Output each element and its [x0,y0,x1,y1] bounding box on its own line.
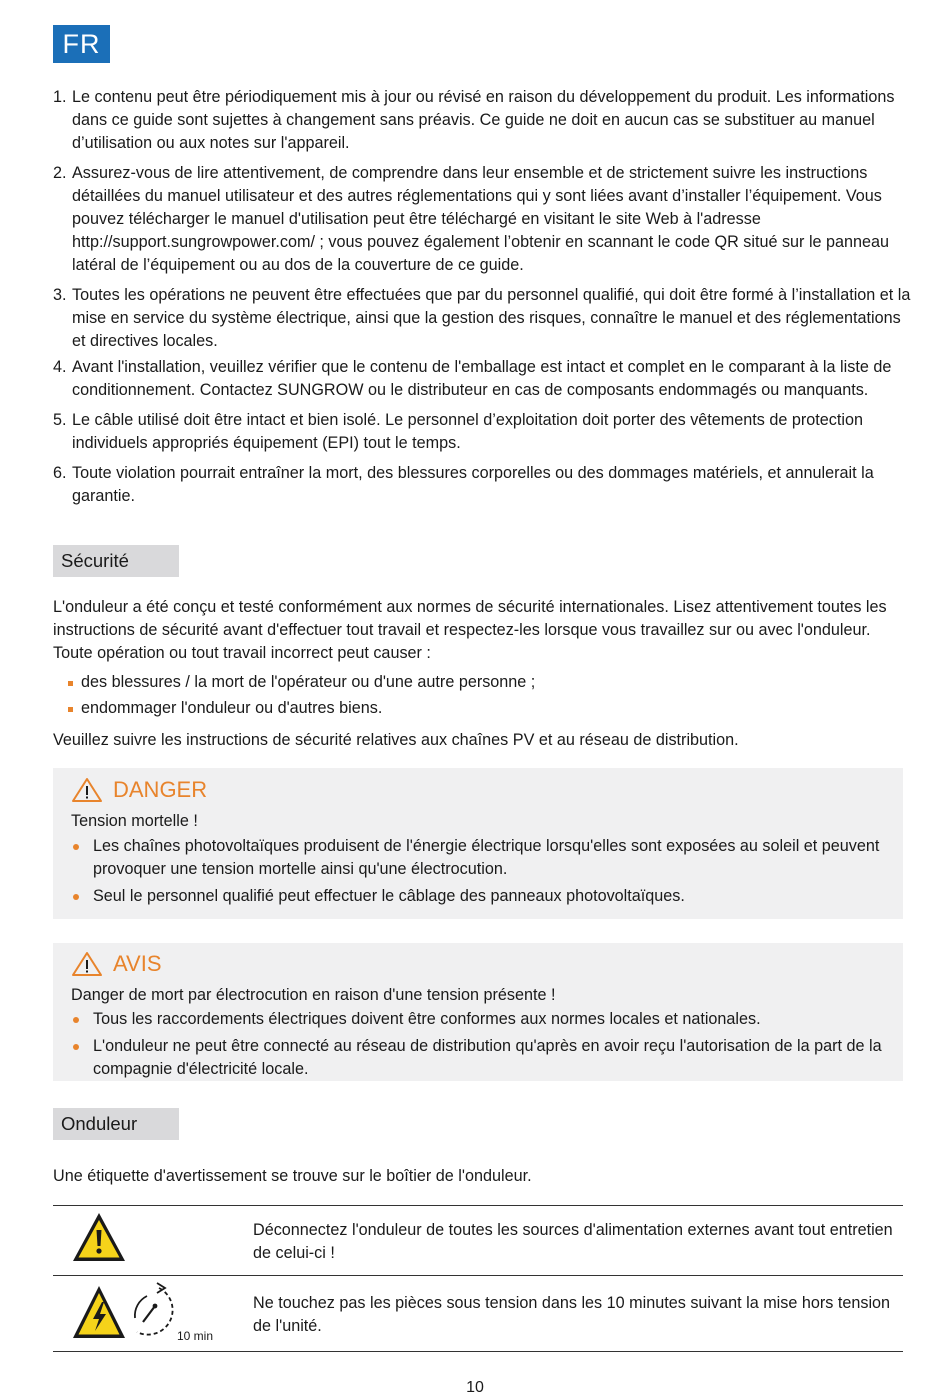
intro-item [53,356,913,402]
table-row [53,1276,903,1352]
intro-item [53,162,913,277]
notice-box [53,943,903,1081]
warning-triangle-icon [71,777,103,803]
timer-label: 10 min [177,1329,214,1343]
list-item [53,697,913,720]
item-text: Toute violation pourrait entraîner la mort, des blessures corporelles ou des dommages matériels, et annulerait la garantie. [72,464,874,505]
bullet-text: Tous les raccordements électriques doivent être conformes aux normes locales et nationales. [93,1010,761,1028]
bullet-text: Seul le personnel qualifié peut effectuer le câblage des panneaux photovoltaïques. [93,887,685,905]
item-text: Le câble utilisé doit être intact et bien isolé. Le personnel d’exploitation doit porter des vêtements de protection individuels appropriés équipement (EPI) tout le temps. [72,411,863,452]
list-item [71,1008,891,1031]
item-number: 3. [53,286,67,304]
item-number: 5. [53,411,67,429]
bullet-text: endommager l'onduleur ou d'autres biens. [81,699,383,717]
notice-title-text: AVIS [113,951,162,976]
section-header-inverter: Onduleur [53,1108,179,1140]
general-warning-icon [71,1211,127,1263]
bullet-dot-icon [73,1017,79,1023]
bullet-text: Les chaînes photovoltaïques produisent de l'énergie électrique lorsqu'elles sont exposées au soleil et peuvent provoquer une tension mortelle ainsi qu'une électrocution. [93,837,880,878]
bullet-dot-icon [73,844,79,850]
safety-intro: L'onduleur a été conçu et testé conformément aux normes de sécurité internationales. Lisez attentivement toutes les instructions de sécurité avant d'effectuer tout travail et respectez-les lorsque vous travaillez sur ou avec l'onduleur. Toute opération ou tout travail incorrect peut causer : [53,598,887,662]
item-number: 6. [53,464,67,482]
row-text: Ne touchez pas les pièces sous tension dans les 10 minutes suivant la mise hors tension de l'unité. [253,1294,891,1335]
notice-list [71,1008,891,1085]
danger-list [71,835,891,912]
safety-follow: Veuillez suivre les instructions de sécurité relatives aux chaînes PV et au réseau de distribution. [53,731,739,749]
bullet-text: L'onduleur ne peut être connecté au réseau de distribution qu'après en avoir reçu l'autorisation de la part de la compagnie d'électricité locale. [93,1037,882,1078]
list-item [71,885,891,908]
item-text: Toutes les opérations ne peuvent être effectuées que par du personnel qualifié, qui doit être formé à l’installation et la mise en service du système électrique, ainsi que la gestion des risques, connaître le manuel et des réglementations et directives locales. [72,286,911,350]
warning-triangle-icon [71,951,103,977]
section-header-safety: Sécurité [53,545,179,577]
intro-item [53,409,913,455]
inverter-intro: Une étiquette d'avertissement se trouve sur le boîtier de l'onduleur. [53,1167,532,1185]
intro-item [53,462,913,508]
item-text: Avant l'installation, veuillez vérifier que le contenu de l'emballage est intact et complet en le comparant à la liste de conditionnement. Contactez SUNGROW ou le distributeur en cas de composants endommagés ou manquants. [72,358,892,399]
warning-label-table [53,1205,903,1352]
intro-item [53,86,913,155]
list-item [53,671,913,694]
high-voltage-wait-icon [71,1282,221,1346]
notice-subtitle: Danger de mort par électrocution en raison d'une tension présente ! [71,986,556,1004]
safety-bullets [53,671,913,723]
intro-list [53,86,913,515]
danger-box [53,768,903,919]
item-number: 1. [53,88,67,106]
bullet-dot-icon [73,1044,79,1050]
bullet-square-icon [68,681,73,686]
danger-subtitle: Tension mortelle ! [71,812,198,830]
danger-title [71,777,207,803]
intro-item [53,284,913,353]
notice-title [71,951,162,977]
item-text: Assurez-vous de lire attentivement, de comprendre dans leur ensemble et de strictement suivre les instructions détaillées du manuel utilisateur et des autres réglementations qui y sont liées avant d’installer l’équipement. Vous pouvez télécharger le manuel d'utilisation peut être téléchargé en visitant le site Web à l'adresse http://support.sungrowpower.com/ ; vous pouvez également l’obtenir en scannant le code QR situé sur le panneau latéral de l’équipement ou au dos de la couverture de ce guide. [72,164,890,274]
bullet-square-icon [68,707,73,712]
row-text: Déconnectez l'onduleur de toutes les sources d'alimentation externes avant tout entretien de celui-ci ! [253,1221,893,1262]
item-number: 4. [53,358,67,376]
bullet-text: des blessures / la mort de l'opérateur ou d'une autre personne ; [81,673,536,691]
item-number: 2. [53,164,67,182]
bullet-dot-icon [73,894,79,900]
danger-title-text: DANGER [113,777,208,802]
list-item [71,835,891,881]
page-number: 10 [466,1379,484,1396]
list-item [71,1035,891,1081]
table-row [53,1206,903,1276]
language-badge: FR [53,25,110,63]
item-text: Le contenu peut être périodiquement mis à jour ou révisé en raison du développement du produit. Les informations dans ce guide sont sujettes à changement sans préavis. Ce guide ne doit en aucun cas se substituer au manuel d’utilisation ou aux notes sur l'appareil. [72,88,895,152]
